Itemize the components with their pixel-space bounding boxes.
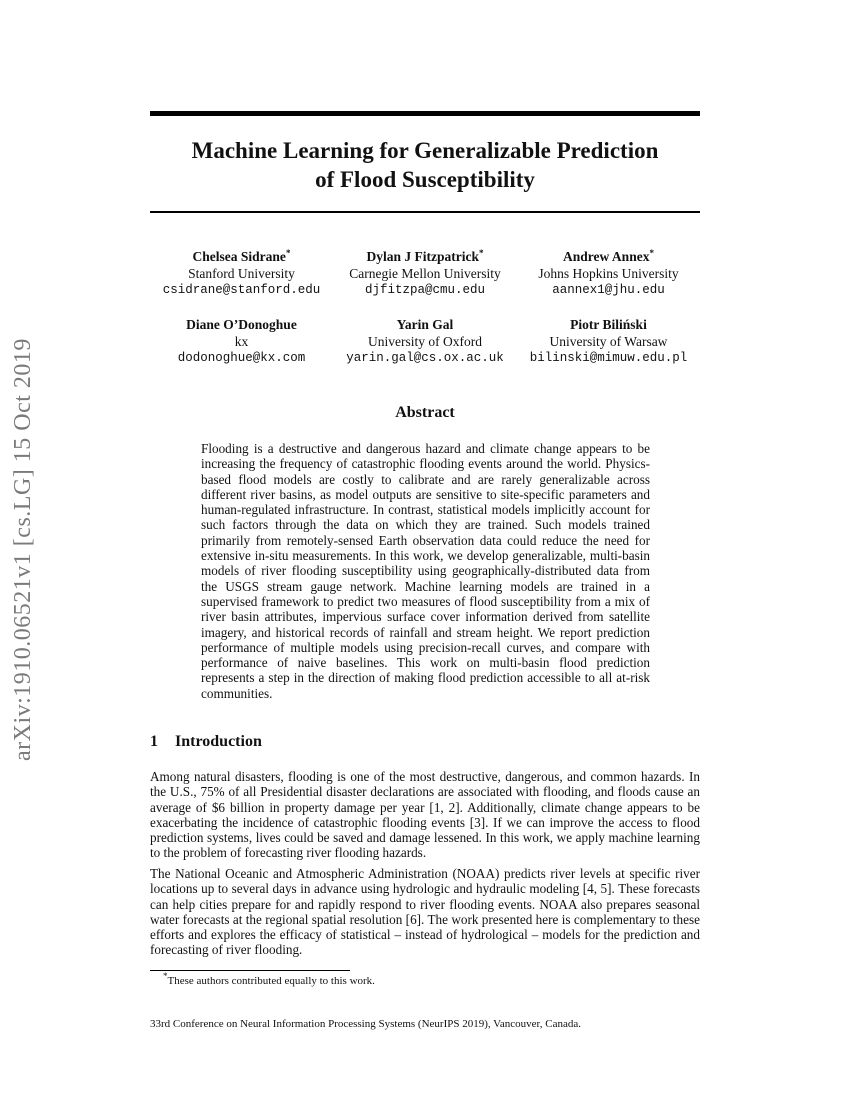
author-affiliation: Carnegie Mellon University bbox=[349, 266, 501, 281]
author-email: bilinski@mimuw.edu.pl bbox=[529, 351, 688, 365]
arxiv-identifier: arXiv:1910.06521v1 [cs.LG] 15 Oct 2019 bbox=[10, 338, 36, 762]
author-email: aannex1@jhu.edu bbox=[552, 283, 665, 297]
author-block bbox=[150, 248, 700, 384]
section-title: Introduction bbox=[175, 733, 262, 750]
author-email: csidrane@stanford.edu bbox=[162, 283, 321, 297]
author-name: Dylan J Fitzpatrick* bbox=[366, 248, 484, 264]
author-name: Andrew Annex* bbox=[563, 248, 654, 264]
author-card bbox=[150, 316, 333, 367]
author-card bbox=[334, 248, 517, 299]
title-line-1: Machine Learning for Generalizable Prediction bbox=[191, 138, 659, 163]
author-row-2 bbox=[150, 316, 700, 367]
author-card bbox=[517, 316, 700, 367]
author-affiliation: University of Warsaw bbox=[549, 334, 668, 349]
footnote-mark: * bbox=[163, 971, 168, 981]
author-email: djfitzpa@cmu.edu bbox=[364, 283, 486, 297]
paper-title bbox=[150, 136, 700, 194]
intro-paragraph-2: The National Oceanic and Atmospheric Administration (NOAA) predicts river levels at specific river locations up to several days in advance using hydrologic and hydraulic modeling [4, 5]. These forecasts can help cities prepare for and rapidly respond to river flooding events. NOAA also prepares seasonal water forecasts at the regional spatial resolution [6]. The work presented here is complementary to these efforts and explores the efficacy of statistical – instead of hydrological – models for the prediction and forecasting of river flooding. bbox=[150, 866, 700, 958]
title-bottom-rule bbox=[150, 211, 700, 213]
author-name: Piotr Biliński bbox=[570, 317, 647, 332]
intro-paragraph-1: Among natural disasters, flooding is one of the most destructive, dangerous, and common hazards. In the U.S., 75% of all Presidential disaster declarations are associated with flooding, and floods cause an average of $6 billion in property damage per year [1, 2]. Additionally, climate change appears to be exacerbating the incidence of catastrophic flooding events [3]. If we can improve the access to flood prediction systems, lives could be saved and damage lessened. In this work, we apply machine learning to the problem of forecasting river flooding hazards. bbox=[150, 769, 700, 861]
author-email: dodonoghue@kx.com bbox=[177, 351, 306, 365]
author-name: Diane O’Donoghue bbox=[186, 317, 297, 332]
author-affiliation: Stanford University bbox=[188, 266, 295, 281]
author-email: yarin.gal@cs.ox.ac.uk bbox=[346, 351, 504, 365]
author-name: Yarin Gal bbox=[396, 317, 454, 332]
conference-note: 33rd Conference on Neural Information Processing Systems (NeurIPS 2019), Vancouver, Canada. bbox=[150, 1018, 582, 1030]
author-card bbox=[334, 316, 517, 367]
author-affiliation: University of Oxford bbox=[368, 334, 482, 349]
author-name: Chelsea Sidrane* bbox=[192, 248, 291, 264]
author-affiliation: Johns Hopkins University bbox=[538, 266, 679, 281]
abstract-heading: Abstract bbox=[395, 404, 455, 421]
title-line-2: of Flood Susceptibility bbox=[315, 167, 535, 192]
footnote bbox=[163, 971, 663, 988]
footnote-text: These authors contributed equally to this work. bbox=[167, 975, 375, 987]
author-card bbox=[150, 248, 333, 299]
title-top-rule bbox=[150, 111, 700, 116]
author-affiliation: kx bbox=[234, 334, 249, 349]
abstract-text: Flooding is a destructive and dangerous hazard and climate change appears to be increasing the frequency of catastrophic flooding events around the world. Physics-based flood models are costly to calibrate and are rarely generalizable across different river basins, as model outputs are sensitive to site-specific parameters and human-regulated infrastructure. In contrast, statistical models implicitly account for such factors through the data on which they are trained. Such models trained primarily from remotely-sensed Earth observation data could reduce the need for extensive in-situ measurements. In this work, we develop generalizable, multi-basin models of river flooding susceptibility using geographically-distributed data from the USGS stream gauge network. Machine learning models are trained in a supervised framework to predict two measures of flood susceptibility from a mix of river basin attributes, impervious surface cover information derived from satellite imagery, and historical records of rainfall and stream height. We report prediction performance of multiple models using precision-recall curves, and compare with performance of naive baselines. This work on multi-basin flood prediction represents a step in the direction of making flood prediction accessible to all at-risk communities. bbox=[201, 441, 650, 701]
section-heading bbox=[150, 733, 700, 751]
author-card bbox=[517, 248, 700, 299]
footnote-rule bbox=[150, 970, 350, 971]
section-number: 1 bbox=[150, 733, 158, 750]
author-row-1 bbox=[150, 248, 700, 299]
